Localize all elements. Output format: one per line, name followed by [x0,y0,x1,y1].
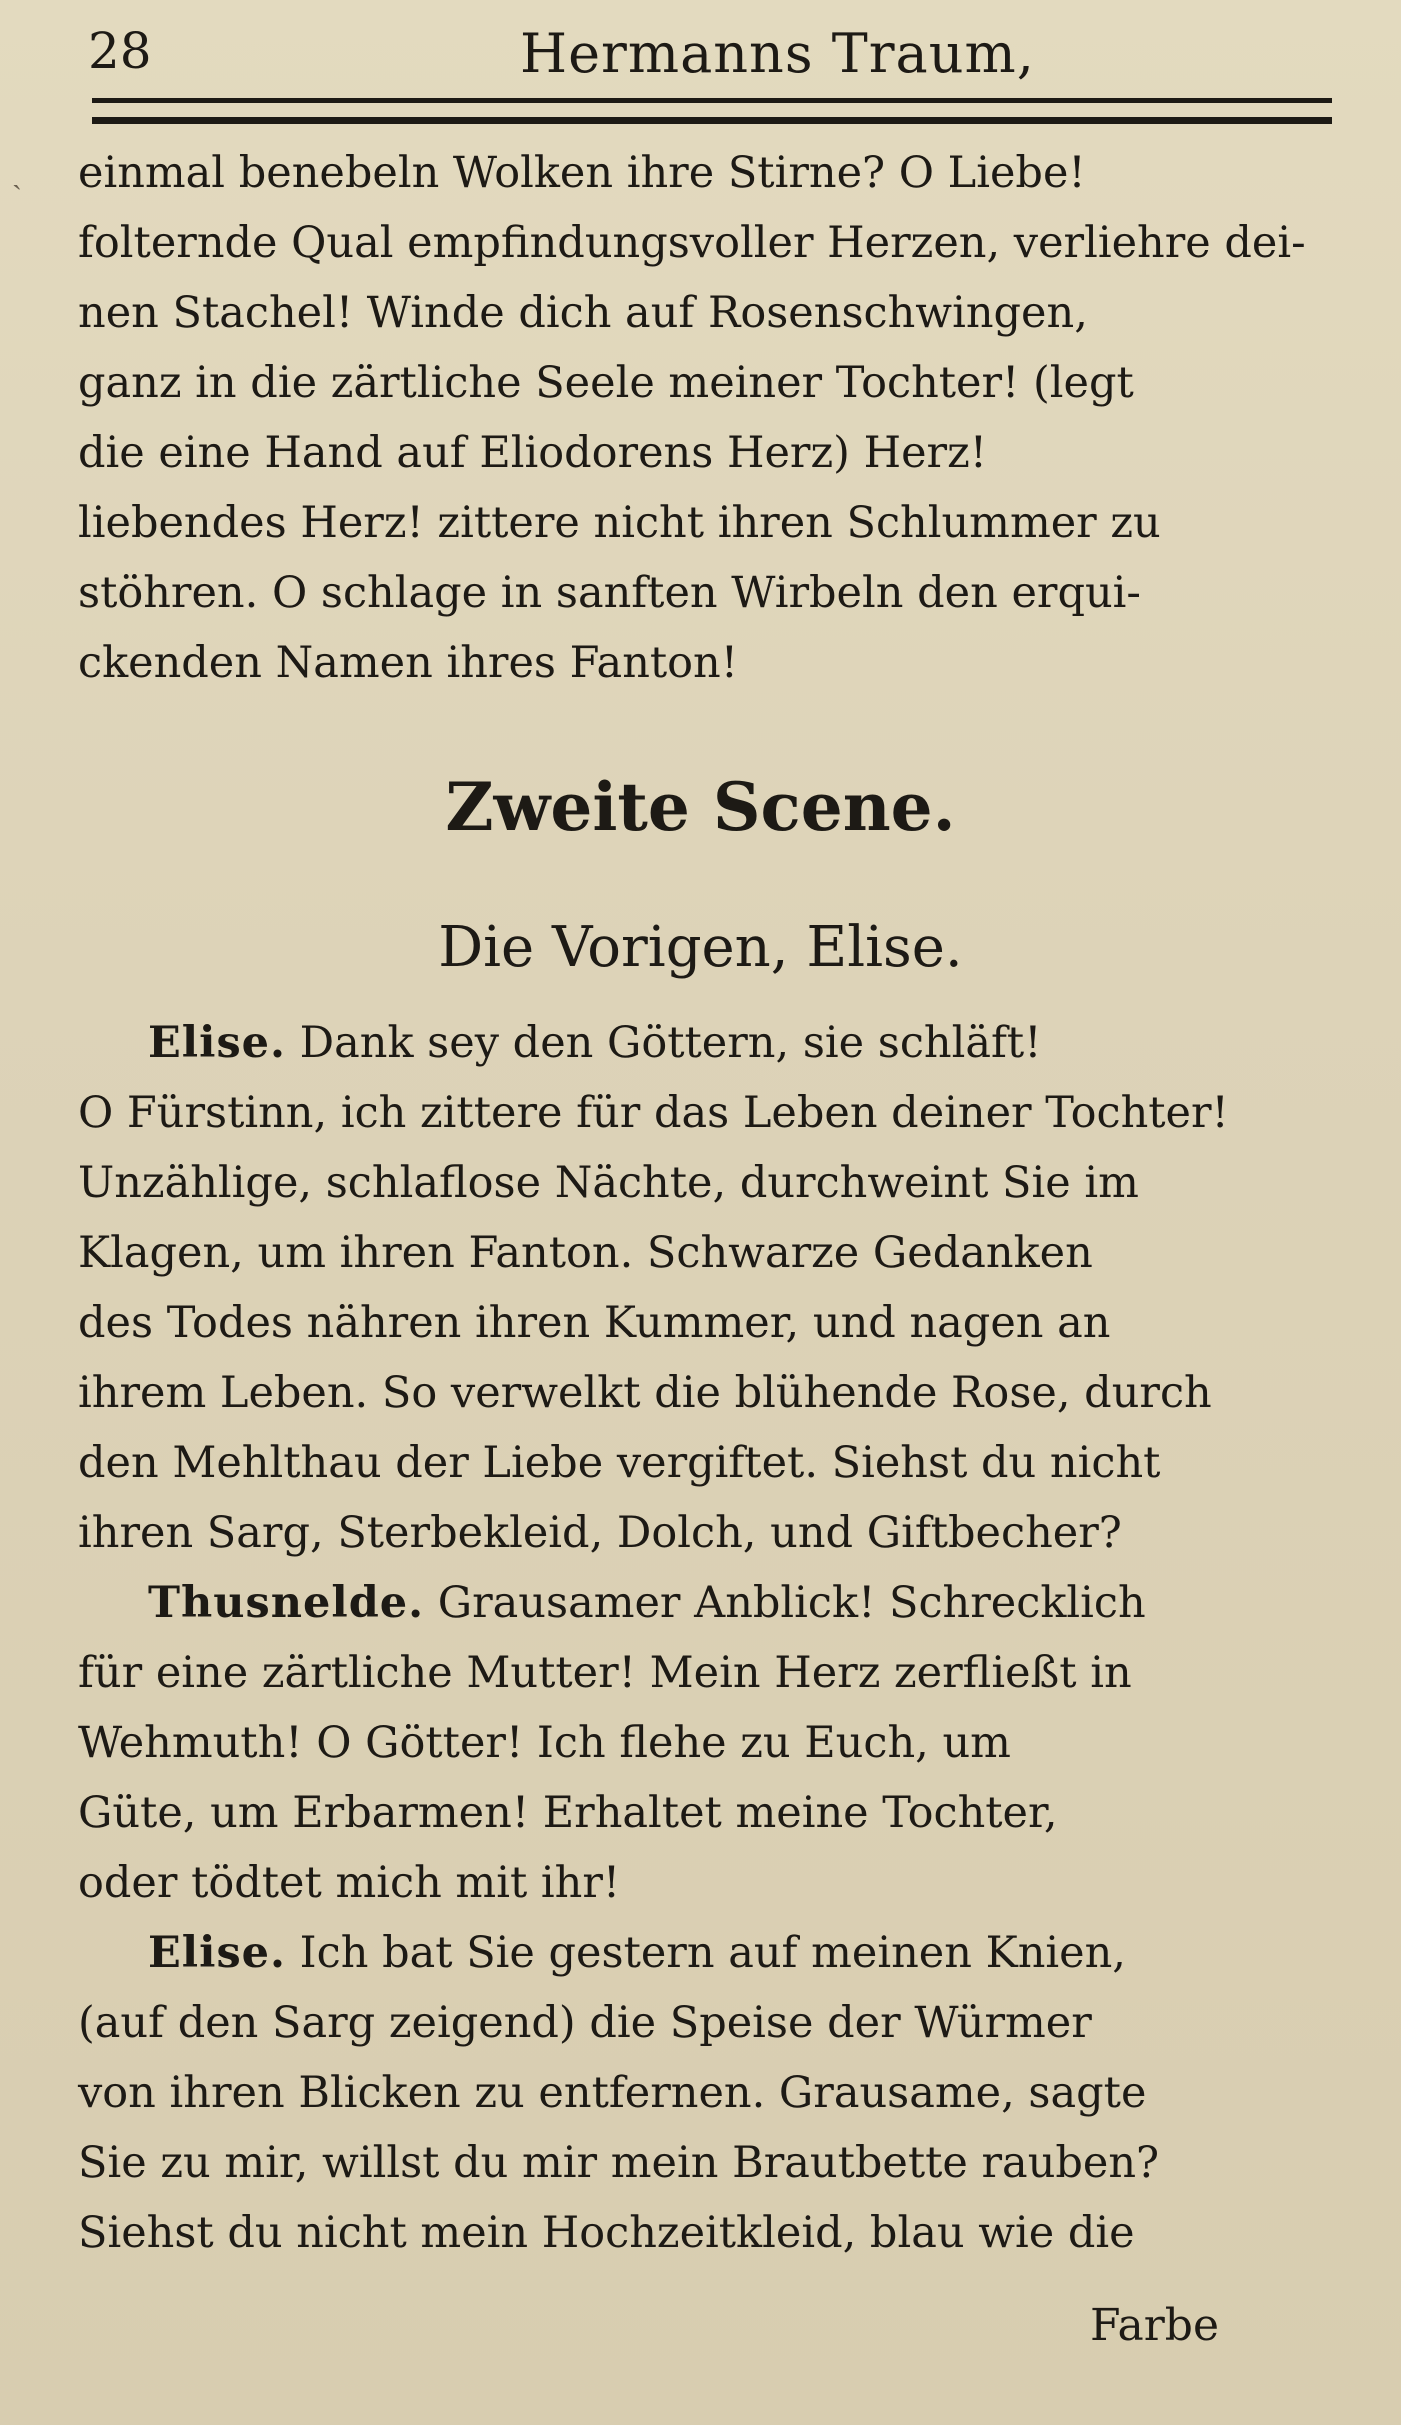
speaker-name: Thusnelde. [148,1578,425,1628]
page-header [80,18,1330,88]
text-line: für eine zärtliche Mutter! Mein Herz zerfließt in [78,1648,1132,1698]
text-line: ganz in die zärtliche Seele meiner Tochter! (legt [78,358,1134,408]
text-line: Klagen, um ihren Fanton. Schwarze Gedanken [78,1228,1093,1278]
text-line: Dank sey den Göttern, sie schläft! [299,1018,1042,1068]
text-line: ihrem Leben. So verwelkt die blühende Rose, durch [78,1368,1212,1418]
speaker-name: Elise. [148,1928,286,1978]
text-line: Sie zu mir, willst du mir mein Brautbette rauben? [78,2138,1160,2188]
text-line: Güte, um Erbarmen! Erhaltet meine Tochter, [78,1788,1058,1838]
text-line: den Mehlthau der Liebe vergiftet. Siehst du nicht [78,1438,1161,1488]
text-line: nen Stachel! Winde dich auf Rosenschwingen, [78,288,1088,338]
text-line: Grausamer Anblick! Schrecklich [437,1578,1146,1628]
text-line: O Fürstinn, ich zittere für das Leben deiner Tochter! [78,1088,1229,1138]
text-line: liebendes Herz! zittere nicht ihren Schlummer zu [78,498,1161,548]
text-line: ihren Sarg, Sterbekleid, Dolch, und Giftbecher? [78,1508,1122,1558]
speech-first-line [78,1918,1328,1988]
scene-heading: Zweite Scene. [445,768,956,846]
text-line: einmal benebeln Wolken ihre Stirne? O Liebe! [78,148,1086,198]
text-line: Unzählige, schlaflose Nächte, durchweint Sie im [78,1158,1139,1208]
page-number: 28 [88,22,152,80]
text-line: ckenden Namen ihres Fanton! [78,638,739,688]
text-line: des Todes nähren ihren Kummer, und nagen an [78,1298,1111,1348]
running-title: Hermanns Traum, [520,22,1035,85]
text-line: (auf den Sarg zeigend) die Speise der Würmer [78,1998,1092,2048]
header-rule [92,98,1332,124]
dialogue [78,1008,1328,2268]
catchword: Farbe [1090,2300,1220,2351]
text-line: Siehst du nicht mein Hochzeitkleid, blau wie die [78,2208,1135,2258]
opening-paragraph [78,138,1328,698]
speech-first-line [78,1008,1328,1078]
text-line: Ich bat Sie gestern auf meinen Knien, [299,1928,1126,1978]
speech-first-line [78,1568,1328,1638]
text-line: folternde Qual empfindungsvoller Herzen, verliehre dei- [78,218,1306,268]
text-line: von ihren Blicken zu entfernen. Grausame, sagte [78,2068,1147,2118]
text-line: oder tödtet mich mit ihr! [78,1858,621,1908]
speaker-name: Elise. [148,1018,286,1068]
text-line: Wehmuth! O Götter! Ich flehe zu Euch, um [78,1718,1011,1768]
cast-line: Die Vorigen, Elise. [438,915,963,980]
text-line: die eine Hand auf Eliodorens Herz) Herz! [78,428,988,478]
text-line: stöhren. O schlage in sanften Wirbeln den erqui- [78,568,1141,618]
margin-mark: ˏ [12,156,22,191]
